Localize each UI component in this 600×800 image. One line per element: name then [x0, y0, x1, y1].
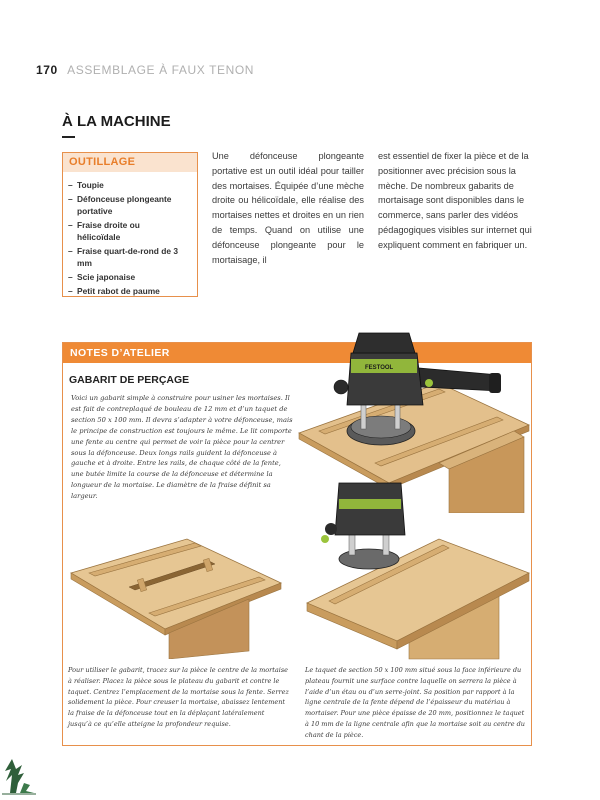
- running-title: ASSEMBLAGE À FAUX TENON: [67, 63, 255, 77]
- tool-item: – Fraise droite ou hélicoïdale: [68, 219, 157, 243]
- page-header: [36, 63, 254, 77]
- tool-item: – Scie japonaise: [68, 271, 197, 283]
- router-mortising-illustration: [299, 473, 531, 661]
- notes-title: NOTES D’ATELIER: [63, 343, 531, 363]
- tools-sidebar: [62, 152, 198, 297]
- body-column-1: Une défonceuse plongeante portative est un outil idéal pour tailler des mortaises. Équipée d’une mèche droite ou hélicoïdale, elle réalise des mortaises nettes et droites en un rien de temps. Quand on utilise une défonceuse plongeante pour le mortaisage, il: [212, 151, 364, 265]
- router-brand-label: FESTOOL: [365, 365, 394, 371]
- workshop-notes-box: [62, 342, 532, 746]
- body-column-2: est essentiel de fixer la pièce et de la positionner avec précision sous la mèche. De nombreux gabarits de mortaisage sont disponibles dans le commerce, sans parler des vidéos pédagogiques visibles sur internet qui expliquent comment en fabriquer un.: [378, 151, 532, 250]
- tools-list: [63, 179, 197, 297]
- section-title: À LA MACHINE: [62, 113, 171, 130]
- notes-intro-text: Voici un gabarit simple à construire pour usiner les mortaises. Il est fait de contreplaqué de bouleau de 12 mm et d’un taquet de section 50 x 100 mm. Il devra s’adapter à votre défonceuse, mais le principe de construction est toujours le même. Le lit comporte une fente au centre qui permet de voir la pièce pour la centrer sous la défonceuse. Deux longs rails guident la défonceuse à gauche et à droite. Entre les rails, de chaque côté de la fente, une butée limite la course de la défonceuse et détermine la longueur de la mortaise. Le diamètre de la fraise définit sa largeur.: [71, 394, 293, 501]
- caption-left: Pour utiliser le gabarit, tracez sur la pièce le centre de la mortaise à réaliser. Placez la pièce sous le plateau du gabarit et contre le taquet. Centrez l’emplacement de la mortaise sous la fente. Serrez solidement la pièce. Pour creuser la mortaise, abaissez lentement la fraise de la défonceuse tout en la déplaçant latéralement jusqu’à ce qu’elle atteigne la profondeur requise.: [68, 666, 289, 728]
- notes-subtitle: GABARIT DE PERÇAGE: [69, 374, 190, 386]
- tool-item: – Défonceuse plongeante portative: [68, 193, 185, 217]
- tree-ornament-icon: [2, 755, 36, 795]
- page-number: 170: [36, 63, 58, 77]
- title-rule: [62, 136, 75, 138]
- tool-item: – Petit rabot de paume: [68, 285, 197, 297]
- tool-item: – Toupie: [68, 179, 197, 191]
- empty-jig-illustration: [69, 533, 283, 659]
- tools-title: OUTILLAGE: [63, 153, 197, 172]
- caption-right: Le taquet de section 50 x 100 mm situé sous la face inférieure du plateau fournit une surface contre laquelle on serrera la pièce à l’aide d’un étau ou d’un serre-joint. Sa position par rapport à la ligne centrale de la fente dépend de l’épaisseur du matériau à mortaiser. Pour une pièce épaisse de 20 mm, positionnez le taquet à 10 mm de la ligne centrale afin que la mortaise soit au centre du chant de la pièce.: [305, 666, 525, 739]
- tool-item: – Fraise quart-de-rond de 3 mm: [68, 245, 189, 269]
